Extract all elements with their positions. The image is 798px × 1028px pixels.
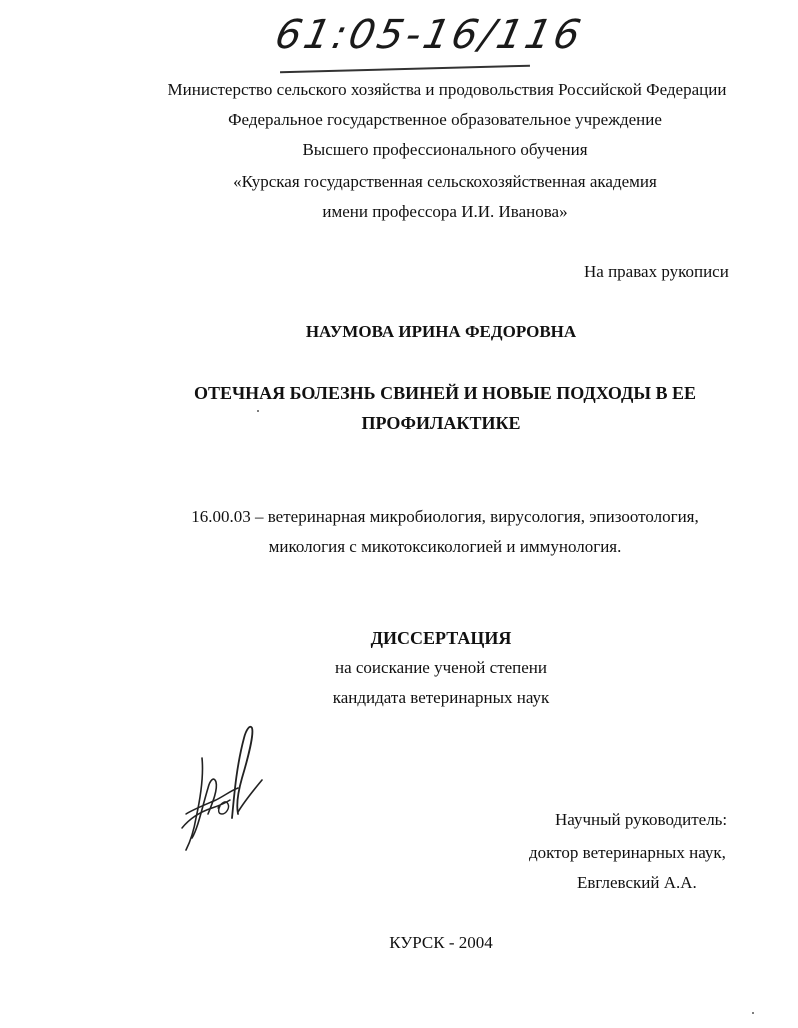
institution-line-academy: «Курская государственная сельскохозяйственная академия [233,172,657,191]
institution-line-federal: Федеральное государственное образовательное учреждение [228,110,662,129]
author-name: НАУМОВА ИРИНА ФЕДОРОВНА [305,322,577,341]
scan-speck [257,410,259,412]
title-line-1: ОТЕЧНАЯ БОЛЕЗНЬ СВИНЕЙ И НОВЫЕ ПОДХОДЫ В ЕЕ [193,383,697,403]
degree-line-2: кандидата ветеринарных наук [332,688,550,707]
manuscript-note: На правах рукописи [584,262,729,281]
footer-city-year: КУРСК - 2004 [389,933,493,952]
specialty-line-2: микология с микотоксикологией и иммунология. [268,537,622,556]
institution-line-ministry: Министерство сельского хозяйства и продовольствия Российской Федерации [167,80,727,99]
archive-code-underline [280,65,530,74]
supervisor-label: Научный руководитель: [555,810,728,829]
archive-code: 61:05-16/116 [271,12,588,58]
specialty-line-1: 16.00.03 – ветеринарная микробиология, вирусология, эпизоотология, [191,507,699,526]
supervisor-title: доктор ветеринарных наук, [529,843,726,862]
supervisor-name: Евглевский А.А. [577,873,697,892]
degree-line-1: на соискание ученой степени [334,658,548,677]
institution-line-professor: имени профессора И.И. Иванова» [322,202,568,221]
scan-speck-bottom [752,1012,754,1014]
dissertation-heading: ДИССЕРТАЦИЯ [370,628,512,648]
handwritten-signature-icon [172,718,272,863]
title-line-2: ПРОФИЛАКТИКЕ [361,413,521,433]
institution-line-higher: Высшего профессионального обучения [302,140,588,159]
